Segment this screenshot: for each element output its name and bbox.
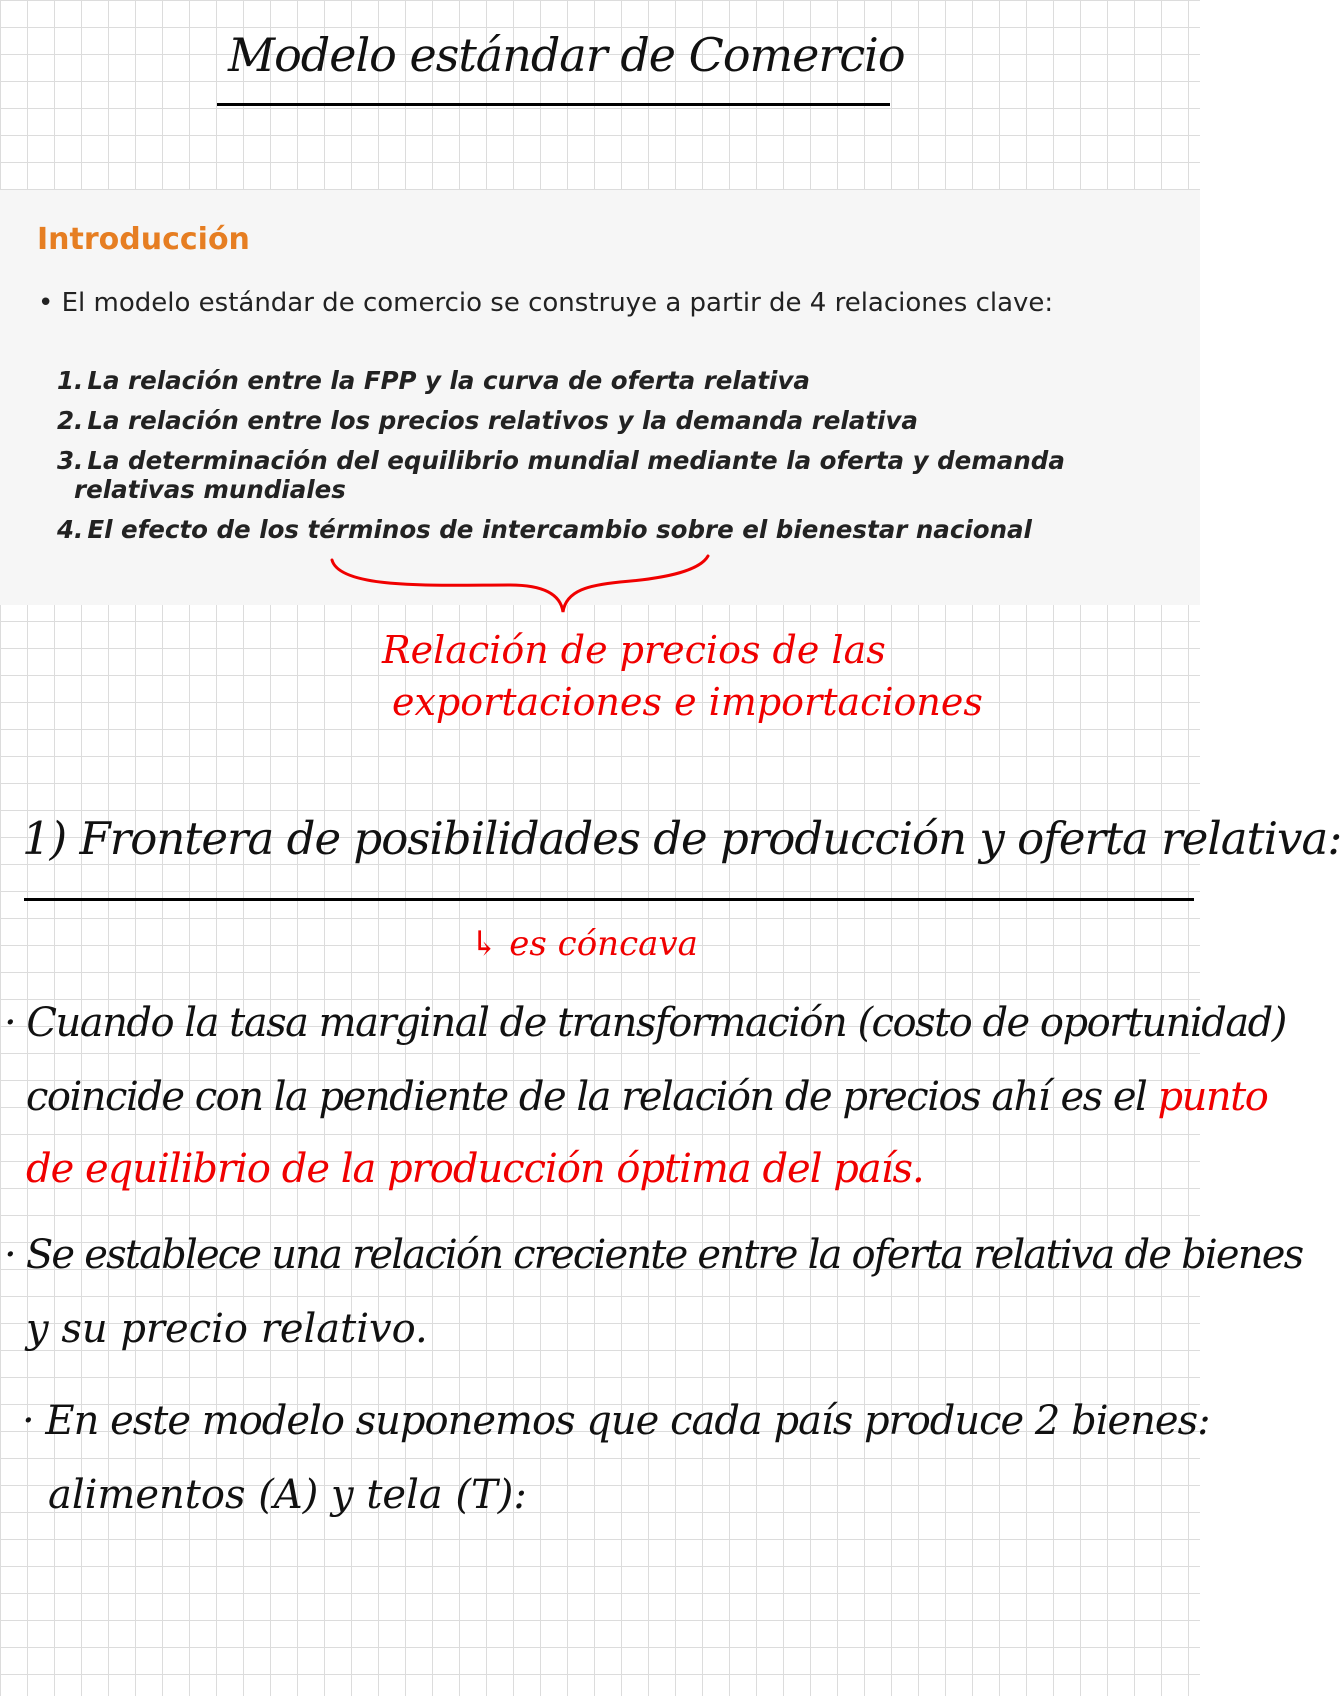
red-brace-icon (320, 550, 720, 620)
slide-list (57, 366, 1177, 555)
section-underline (24, 898, 1194, 901)
slide-bullet: • El modelo estándar de comercio se construye a partir de 4 relaciones clave: (38, 288, 1054, 318)
red-annotation-line1: Relación de precios de las (382, 628, 886, 672)
section-note: ↳ es cóncava (470, 924, 698, 964)
list-item: 1. La relación entre la FPP y la curva de oferta relativa (57, 366, 810, 395)
note-p3-line2: alimentos (A) y tela (T): (48, 1472, 527, 1518)
slide-title: Introducción (37, 222, 250, 257)
title-underline (217, 103, 890, 106)
section-title: 1) Frontera de posibilidades de producción y oferta relativa: (22, 812, 1341, 865)
note-p1-line2: coincide con la pendiente de la relación de precios ahí es el punto (26, 1074, 1268, 1120)
page-title: Modelo estándar de Comercio (228, 28, 905, 82)
note-p1-line3: de equilibrio de la producción óptima del país. (26, 1146, 924, 1192)
note-p2-line2: y su precio relativo. (26, 1306, 428, 1352)
list-item: 4. El efecto de los términos de intercambio sobre el bienestar nacional (57, 515, 1032, 544)
list-item: 2. La relación entre los precios relativos y la demanda relativa (57, 406, 918, 435)
note-p2-line1: · Se establece una relación creciente entre la oferta relativa de bienes (4, 1232, 1303, 1278)
note-p3-line1: · En este modelo suponemos que cada país produce 2 bienes: (22, 1398, 1210, 1444)
red-annotation-line2: exportaciones e importaciones (392, 680, 983, 724)
slide-image (0, 190, 1200, 605)
note-p1-line1: · Cuando la tasa marginal de transformación (costo de oportunidad) (4, 1000, 1286, 1046)
list-item: 3. La determinación del equilibrio mundial mediante la oferta y demanda relativas mundiales (57, 446, 1065, 504)
